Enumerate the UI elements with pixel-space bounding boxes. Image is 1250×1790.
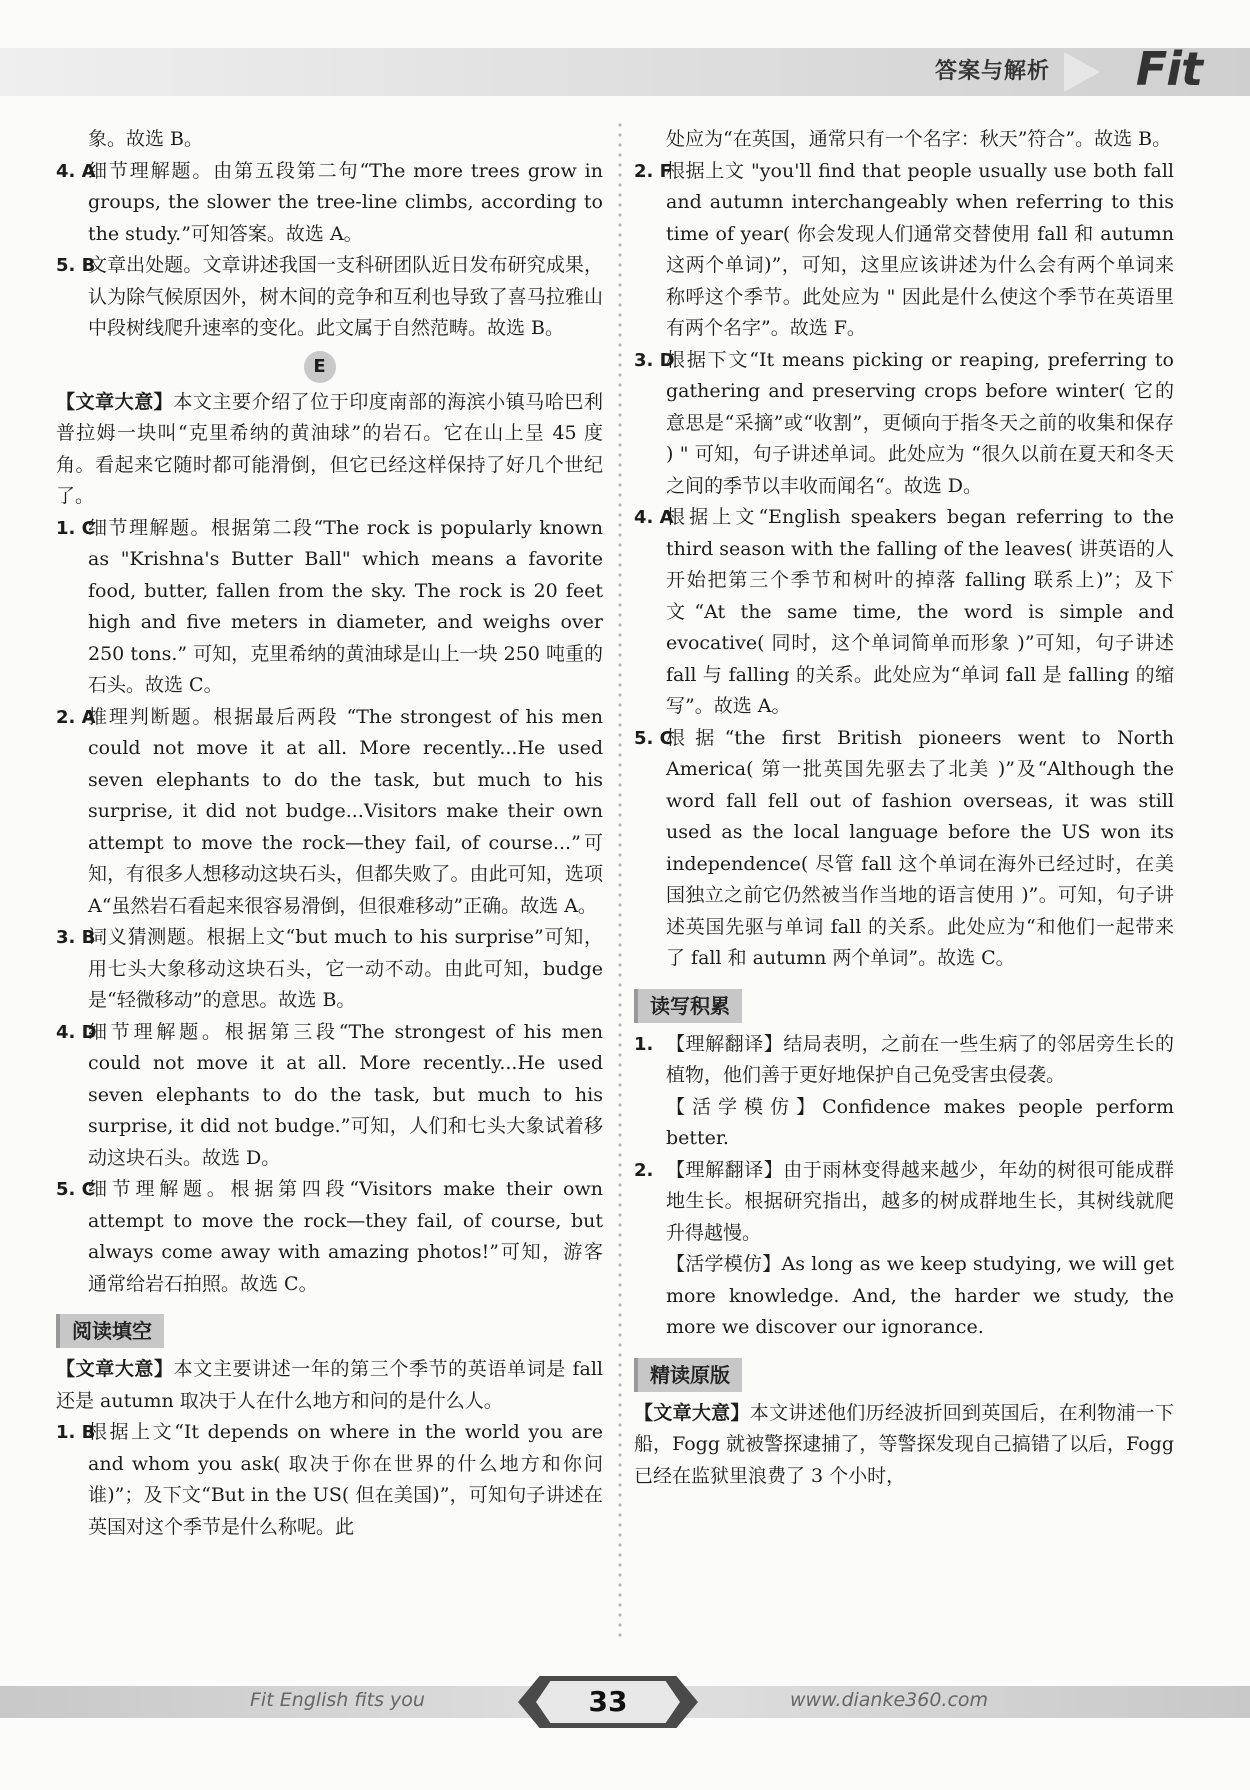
header-band [0,48,1250,96]
passage-e-marker: E [304,351,336,383]
answer-item: 1. C 细节理解题。根据第二段“The rock is popularly known as "Krishna's Butter Ball" which means a favorite food, butter, fallen from the sky. The rock is 20 feet high and five meters in diameter, and weighs over 250 tons.” 可知，克里希纳的黄油球是山上一块 250 吨重的石头。故选 C。 [56,516,603,696]
section-label-intensive-reading: 精读原版 [634,1358,742,1392]
footer-url: www.dianke360.com [790,1689,989,1711]
answer-item: 4. D 细节理解题。根据第三段“The strongest of his men could not move it at all. More recently...He used seven elephants to do the task, but much to his surprise, it did not budge.”可知，人们和七头大象试着移动这块石头。故选 D。 [56,1020,603,1169]
accumulation-item: 1. 【理解翻译】结局表明，之前在一些生病了的邻居旁生长的植物，他们善于更好地保护自己免受害虫侵袭。 [634,1032,1174,1086]
paragraph: 处应为“在英国，通常只有一个名字：秋天”符合”。故选 B。 [666,128,1172,150]
paragraph: 象。故选 B。 [88,128,204,150]
summary-f: 【文章大意】本文主要讲述一年的第三个季节的英语单词是 fall 还是 autumn 取决于人在什么地方和问的是什么人。 [56,1358,603,1412]
answer-item: 5. C 细节理解题。根据第四段“Visitors make their own attempt to move the rock—they fail, of course, but always come away with amazing photos!”可知，游客通常给岩石拍照。故选 C。 [56,1178,603,1295]
right-column [634,124,1174,1492]
summary-g: 【文章大意】本文讲述他们历经波折回到英国后，在利物浦一下船，Fogg 就被警探逮捕了，等警探发现自己搞错了以后，Fogg 已经在监狱里浪费了 3 个小时， [634,1401,1174,1487]
summary-e: 【文章大意】本文主要介绍了位于印度南部的海滨小镇马哈巴利普拉姆一块叫“克里希纳的黄油球”的岩石。它在山上呈 45 度角。看起来它随时都可能滑倒，但它已经这样保持了好几个世纪了。 [56,390,603,507]
answer-item: 3. D 根据下文“It means picking or reaping, preferring to gathering and preserving crops before winter( 它的意思是“采摘”或“收割”，更倾向于指冬天之前的收集和保存 ) " 可知，句子讲述单词。此处应为 “很久以前在夏天和冬天之间的季节以丰收而闻名“。故选 D。 [634,348,1174,497]
header-arrow-icon [1064,52,1100,92]
answer-item: 4. A 细节理解题。由第五段第二句“The more trees grow in groups, the slower the tree-line climbs, according to the study.”可知答案。故选 A。 [56,159,603,245]
fit-logo: Fit [1135,42,1202,96]
answer-item: 5. B 文章出处题。文章讲述我国一支科研团队近日发布研究成果，认为除气候原因外，树木间的竞争和互利也导致了喜马拉雅山中段树线爬升速率的变化。此文属于自然范畴。故选 B。 [56,254,603,339]
answer-item: 1. B 根据上文“It depends on where in the world you are and whom you ask( 取决于你在世界的什么地方和你问谁)”；及下文“But in the US( 但在美国)”，可知句子讲述在英国对这个季节是什么称呢。此 [56,1421,603,1538]
answer-item: 4. A 根据上文“English speakers began referring to the third season with the falling of the leaves( 讲英语的人开始把第三个季节和树叶的掉落 falling 联系上)”；及下文“At the same time, the word is simple and evocative( 同时，这个单词简单而形象 )”可知，句子讲述 fall 与 falling 的关系。此处应为“单词 fall 是 falling 的缩写”。故选 A。 [634,506,1174,717]
left-column [56,124,603,1543]
answer-item: 2. F 根据上文 "you'll find that people usually use both fall and autumn interchangeably when referring to this time of year( 你会发现人们通常交替使用 fall 和 autumn 这两个单词)”，可知，这里应该讲述为什么会有两个单词来称呼这个季节。此处应为 " 因此是什么使这个季节在英语里有两个名字”。故选 F。 [634,159,1174,339]
answer-item: 3. B 词义猜测题。根据上文“but much to his surprise”可知，用七头大象移动这块石头，它一动不动。由此可知，budge 是“轻微移动”的意思。故选 B。 [56,926,603,1011]
answer-item: 5. C 根据“the first British pioneers went to North America( 第一批英国先驱去了北美 )”及“Although the word fall fell out of fashion overseas, it was still used as the local language before the US won its independence( 尽管 fall 这个单词在海外已经过时，在美国独立之前它仍然被当作当地的语言使用 )”。可知，句子讲述英国先驱与单词 fall 的关系。此处应为“和他们一起带来了 fall 和 autumn 两个单词”。故选 C。 [634,726,1174,969]
column-divider [616,120,624,1640]
accumulation-item: 2. 【理解翻译】由于雨林变得越来越少，年幼的树很可能成群地生长。根据研究指出，越多的树成群地生长，其树线就爬升得越慢。 [634,1158,1174,1244]
section-label-accumulation: 读写积累 [634,989,742,1023]
imitation-line: 【活学模仿】As long as we keep studying, we will get more knowledge. And, the harder we study, the more we discover our ignorance. [666,1253,1174,1338]
section-label-reading-fill: 阅读填空 [56,1314,164,1348]
answer-item: 2. A 推理判断题。根据最后两段 “The strongest of his men could not move it at all. More recently...He used seven elephants to do the task, but much to his surprise, it did not budge...Visitors make their own attempt to move the rock—they fail, of course...”可知，有很多人想移动这块石头，但都失败了。由此可知，选项 A“虽然岩石看起来很容易滑倒，但很难移动”正确。故选 A。 [56,705,603,917]
footer-slogan: Fit English fits you [250,1689,425,1711]
page-number: 33 [588,1685,628,1718]
header-section-tag: 答案与解析 [934,59,1050,84]
imitation-line: 【活学模仿】Confidence makes people perform better. [666,1095,1174,1149]
